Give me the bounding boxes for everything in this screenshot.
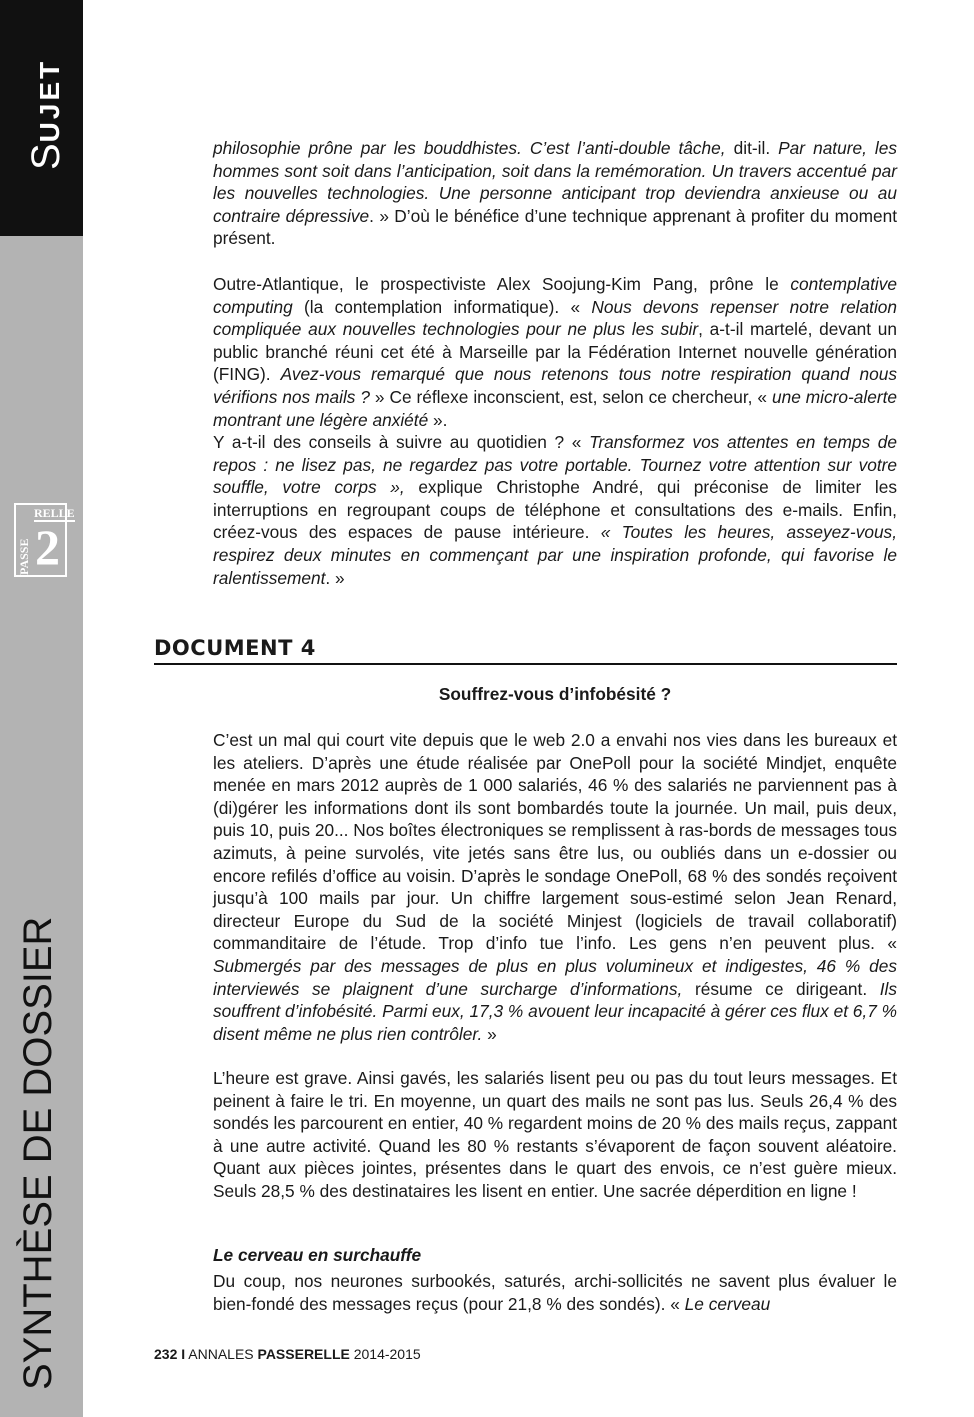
subheading: Le cerveau en surchauffe [213,1245,422,1265]
footer-separator: I [181,1346,186,1362]
italic-run: Par nature, les hommes sont soit dans l’anticipation, soit dans la remémoration. Un travers accentué par les nouvelles technologies. Une personne anticipant trop deviendra anxieuse ou au contraire dépressive [213,138,898,226]
text-run: Y a-t-il des conseils à suivre au quotidien ? « [213,432,590,452]
article-title: Souffrez-vous d’infobésité ? [438,684,672,704]
paragraph [213,273,897,431]
text-run: . » [325,567,345,588]
italic-run: philosophie prône par les bouddhistes. C’est l’anti-double tâche, [213,138,726,158]
italic-run: Transformez vos attentes en temps de repos : ne lisez pas, ne regardez pas votre portable. Tournez votre attention sur votre souffle, votre corps », [213,432,897,498]
italic-run: « Toutes les heures, asseyez-vous, respirez deux minutes en commençant par une inspiration profonde, qui favorise le ralentissement [213,522,897,588]
paragraph [213,431,897,589]
text-run: » [482,1023,497,1044]
text-run: L’heure est grave. Ainsi gavés, les salariés lisent peu ou pas du tout leurs messages. Et peinent à faire le tri. En moyenne, un quart des mails ne sont pas lus. Seuls 26,4 % des sondés les parcourent en entier, 40 % regardent moins de 20 % des mails reçus, zappant à une autre activité. Quand les 80 % restants s’évaporent de façon souvent aléatoire. Quant aux pièces jointes, présentes dans le quart des envois, ce n’est guère mieux. Seuls 28,5 % des destinataires les lisent en entier. Une sacrée déperdition en ligne ! [213,1068,897,1201]
italic-run: Nous devons repenser notre relation compliquée aux nouvelles technologies pour ne plus les subir [213,296,897,340]
passerelle-logo: RELLE PASSE 2 [14,503,67,577]
text-run: résume ce dirigeant. [682,978,880,999]
text-run: . » D’où le bénéfice d’une technique apprenant à profiter du moment présent. [213,205,897,249]
text-run: , a-t-il martelé, devant un public branché réuni cet été à Marseille par la Fédération Internet nouvelle génération (FING). [213,319,897,385]
paragraph [213,1067,897,1203]
section-label: SUJET [24,58,68,170]
italic-run: Le cerveau [684,1293,771,1314]
footer-brand: PASSERELLE [257,1346,350,1362]
italic-run: une micro-alerte montrant une légère anxiété [213,386,897,430]
paragraph [213,1270,897,1315]
text-run: dit-il. [725,138,779,158]
page-number: 232 [154,1346,178,1362]
page-footer [154,1345,421,1363]
footer-years: 2014-2015 [353,1346,421,1362]
italic-run: Ils souffrent d’infobésité. Parmi eux, 17,3 % avouent leur incapacité à gérer ces flux et 6,7 % disent même ne plus rien contrôler. [213,978,898,1044]
document-heading: DOCUMENT 4 [154,636,897,665]
footer-annales: ANNALES [188,1346,254,1362]
text-run: explique Christophe André, qui préconise de limiter les interruptions en regroupant coups de téléphone et consultations des e-mails. Enfin, créez-vous des espaces de pause intérieure. [213,477,897,543]
paragraph [213,729,897,1045]
text-run: C’est un mal qui court vite depuis que le web 2.0 a envahi nos vies dans les bureaux et les ateliers. D’après une étude réalisée par OnePoll pour la société Mindjet, enquête menée en mars 2012 auprès de 1 000 salariés, 46 % des salariés ne parviennent pas à (di)gérer les informations dont ils sont bombardés toute la journée. Un mail, puis deux, puis 10, puis 20... Nos boîtes électroniques se remplissent à ras-bords de messages tous azimuts, à peine survolés, vite jetés sans être lus, ou oubliés dans un e-dossier ou encore refilés d’office au voisin. D’après le sondage OnePoll, 68 % des sondés reçoivent jusqu’à 100 mails par jour. Un chiffre largement sous-estimé selon Jean Renard, directeur Europe du Sud de la société Minjest (logiciels de travail collaboratif) commanditaire de l’étude. Trop d’info tue l’info. Les gens n’en peuvent plus. « [213,730,897,954]
text-run: Du coup, nos neurones surbookés, saturés, archi-sollicités ne savent plus évaluer le bien-fondé des messages reçus (pour 21,8 % des sondés). « [213,1271,897,1314]
paragraph [213,137,897,250]
text-run: Outre-Atlantique, le prospectiviste Alex Soojung-Kim Pang, prône le [213,274,791,294]
italic-run: contemplative computing [213,274,897,317]
italic-run: Submergés par des messages de plus en plus volumineux et indigestes, 46 % des interviewés se plaignent d’une surcharge d’informations, [213,955,897,999]
text-run: ». [428,409,448,430]
text-run: » Ce réflexe inconscient, est, selon ce chercheur, « [369,386,772,407]
text-run: (la contemplation informatique). « [292,296,592,317]
vertical-title: SYNTHÈSE DE DOSSIER [16,916,60,1390]
italic-run: Avez-vous remarqué que nous retenons tous notre respiration quand nous vérifions nos mails ? [213,364,897,407]
